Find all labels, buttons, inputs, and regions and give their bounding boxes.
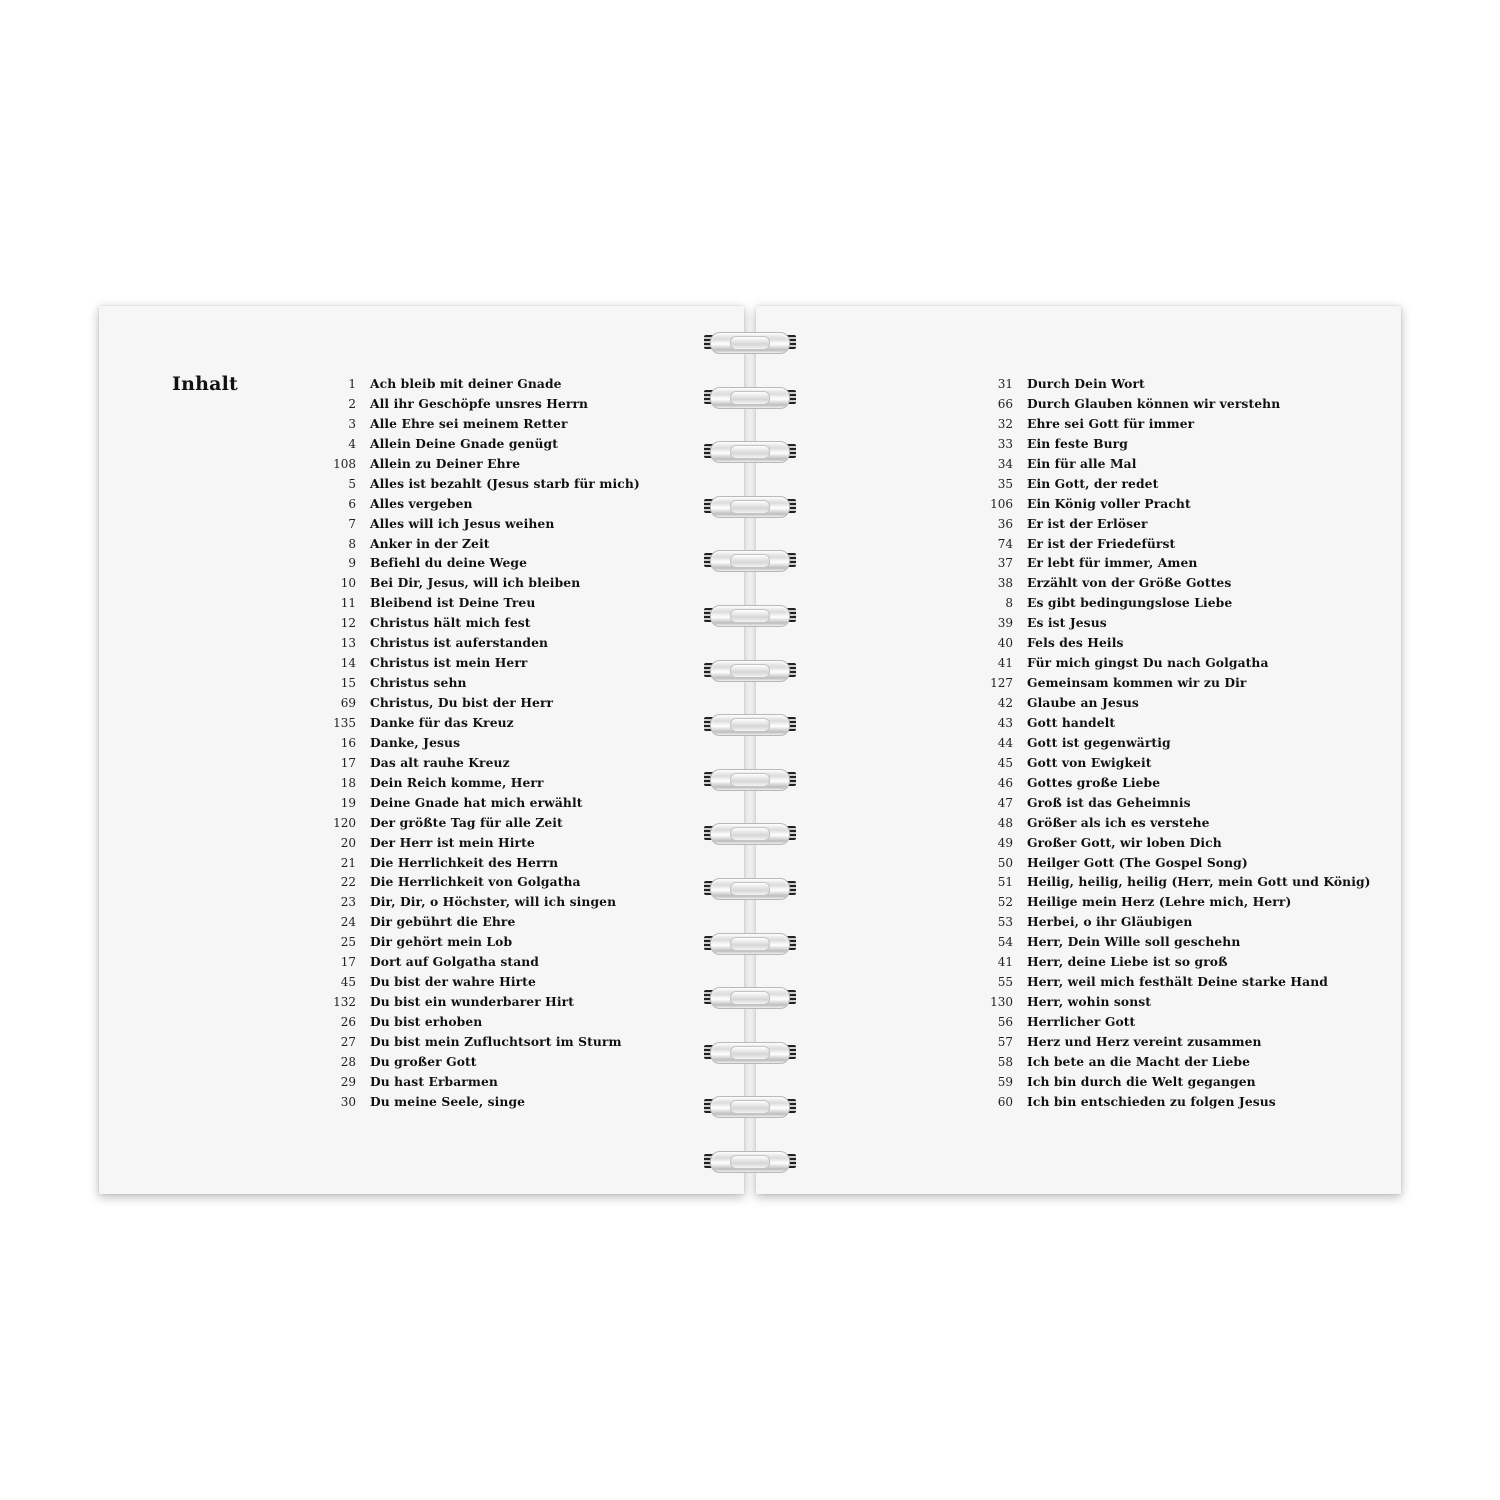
song-number: 51 (997, 875, 1013, 890)
song-title: Es gibt bedingungslose Liebe (1027, 595, 1233, 611)
toc-entry (976, 892, 1371, 912)
toc-entry (319, 853, 640, 873)
toc-entry (319, 713, 640, 733)
song-title: Alles vergeben (370, 495, 473, 511)
toc-entry (976, 932, 1371, 952)
toc-entry (319, 613, 640, 633)
song-number: 28 (340, 1054, 356, 1069)
song-title: Christus ist mein Herr (370, 655, 528, 671)
song-title: Du bist erhoben (370, 1014, 483, 1029)
song-number: 57 (997, 1034, 1013, 1049)
song-number: 36 (997, 516, 1013, 531)
spiral-ring (700, 603, 800, 627)
toc-entry (319, 394, 640, 414)
song-number: 4 (348, 436, 356, 451)
song-number: 42 (997, 696, 1013, 710)
song-number: 46 (997, 775, 1013, 790)
song-title: Du großer Gott (370, 1053, 477, 1069)
song-title: Alle Ehre sei meinem Retter (370, 415, 568, 431)
song-number: 7 (348, 516, 356, 531)
song-number: 29 (340, 1074, 356, 1089)
song-number: 56 (997, 1015, 1013, 1029)
song-number: 8 (1005, 596, 1013, 611)
song-title: Ein König voller Pracht (1027, 495, 1191, 511)
song-title: Gott handelt (1027, 714, 1116, 730)
song-number: 54 (997, 935, 1013, 950)
song-title: Groß ist das Geheimnis (1027, 794, 1191, 810)
spiral-ring (700, 821, 800, 845)
song-number: 34 (997, 456, 1013, 471)
song-number: 5 (348, 476, 356, 491)
song-title: Glaube an Jesus (1027, 695, 1139, 710)
song-title: Herbei, o ihr Gläubigen (1027, 914, 1193, 930)
toc-entry (319, 992, 640, 1012)
toc-entry (319, 593, 640, 613)
song-title: Dort auf Golgatha stand (370, 954, 540, 970)
song-title: Die Herrlichkeit des Herrn (370, 854, 559, 870)
song-number: 52 (997, 895, 1013, 910)
toc-entry (976, 553, 1371, 573)
song-number: 37 (997, 556, 1013, 571)
song-title: Christus sehn (370, 675, 467, 691)
toc-entry (319, 414, 640, 434)
toc-entry (319, 1012, 640, 1032)
song-number: 3 (348, 416, 356, 431)
spiral-binding (700, 330, 800, 1180)
song-title: Ich bin entschieden zu folgen Jesus (1027, 1093, 1276, 1109)
song-number: 74 (997, 536, 1013, 551)
spiral-ring (700, 985, 800, 1009)
toc-entry (976, 952, 1371, 972)
spiral-ring (700, 494, 800, 518)
song-number: 106 (990, 496, 1013, 511)
spiral-ring (700, 1040, 800, 1064)
song-number: 58 (997, 1054, 1013, 1069)
toc-entry (976, 474, 1371, 494)
toc-entry (976, 534, 1371, 554)
song-title: Alles ist bezahlt (Jesus starb für mich) (370, 475, 640, 491)
song-title: Der größte Tag für alle Zeit (370, 814, 563, 830)
song-title: Du bist mein Zufluchtsort im Sturm (370, 1033, 622, 1049)
toc-entry (976, 394, 1371, 414)
song-title: Der Herr ist mein Hirte (370, 834, 535, 850)
song-title: Fels des Heils (1027, 635, 1124, 651)
toc-entry (976, 494, 1371, 514)
toc-entry (976, 593, 1371, 613)
toc-entry (319, 833, 640, 853)
song-number: 19 (340, 795, 356, 810)
song-number: 1 (348, 377, 356, 391)
toc-entry (319, 753, 640, 773)
spiral-ring (700, 712, 800, 736)
song-title: Gott ist gegenwärtig (1027, 734, 1171, 750)
spiral-ring (700, 1149, 800, 1173)
spiral-ring (700, 385, 800, 409)
song-number: 45 (997, 755, 1013, 770)
song-number: 24 (340, 915, 356, 930)
song-number: 59 (997, 1074, 1013, 1089)
toc-entry (976, 514, 1371, 534)
song-number: 35 (997, 476, 1013, 491)
toc-entry (319, 1072, 640, 1092)
right-page (756, 306, 1401, 1194)
toc-entry (319, 474, 640, 494)
song-title: Erzählt von der Größe Gottes (1027, 575, 1232, 591)
song-number: 55 (997, 975, 1013, 990)
song-title: Christus, Du bist der Herr (370, 695, 554, 710)
song-number: 6 (348, 496, 356, 511)
song-number: 13 (340, 636, 356, 651)
song-title: All ihr Geschöpfe unsres Herrn (370, 395, 589, 411)
toc-entry (976, 414, 1371, 434)
spiral-ring (700, 931, 800, 955)
song-number: 127 (990, 676, 1013, 691)
song-number: 120 (333, 815, 356, 830)
toc-entry (319, 494, 640, 514)
song-title: Heilig, heilig, heilig (Herr, mein Gott und König) (1027, 874, 1371, 890)
left-page (99, 306, 744, 1194)
song-title: Er ist der Erlöser (1027, 515, 1148, 531)
toc-entry (319, 892, 640, 912)
toc-list-left (319, 374, 640, 1112)
toc-entry (319, 514, 640, 534)
song-number: 60 (997, 1094, 1013, 1109)
toc-entry (976, 374, 1371, 394)
toc-entry (976, 992, 1371, 1012)
song-title: Christus ist auferstanden (370, 635, 549, 651)
song-number: 69 (340, 696, 356, 710)
toc-entry (319, 454, 640, 474)
song-number: 41 (997, 656, 1013, 671)
song-number: 47 (997, 795, 1013, 810)
toc-entry (319, 434, 640, 454)
song-number: 17 (340, 755, 356, 770)
toc-entry (319, 952, 640, 972)
song-number: 44 (997, 735, 1013, 750)
toc-entry (319, 1052, 640, 1072)
song-title: Dir, Dir, o Höchster, will ich singen (370, 894, 617, 910)
song-title: Ein feste Burg (1027, 435, 1128, 451)
song-number: 53 (997, 915, 1013, 930)
song-title: Du hast Erbarmen (370, 1073, 498, 1089)
song-number: 9 (348, 556, 356, 571)
song-title: Alles will ich Jesus weihen (370, 515, 555, 531)
toc-entry (976, 673, 1371, 693)
song-number: 2 (348, 396, 356, 411)
song-title: Bei Dir, Jesus, will ich bleiben (370, 575, 581, 591)
song-title: Es ist Jesus (1027, 615, 1107, 631)
song-number: 31 (997, 377, 1013, 391)
song-number: 21 (340, 855, 356, 870)
toc-entry (976, 713, 1371, 733)
toc-entry (319, 733, 640, 753)
song-title: Gemeinsam kommen wir zu Dir (1027, 675, 1247, 691)
toc-entry (976, 693, 1371, 713)
song-title: Ich bete an die Macht der Liebe (1027, 1053, 1251, 1069)
song-title: Du bist ein wunderbarer Hirt (370, 994, 574, 1010)
song-title: Größer als ich es verstehe (1027, 814, 1210, 830)
song-title: Allein zu Deiner Ehre (370, 455, 521, 471)
song-number: 27 (340, 1034, 356, 1049)
toc-entry (319, 693, 640, 713)
song-title: Er lebt für immer, Amen (1027, 555, 1198, 571)
spiral-ring (700, 439, 800, 463)
song-title: Ach bleib mit deiner Gnade (370, 376, 562, 391)
page-title: Inhalt (172, 373, 239, 395)
toc-entry (976, 633, 1371, 653)
toc-entry (976, 912, 1371, 932)
song-number: 12 (340, 616, 356, 631)
toc-entry (976, 613, 1371, 633)
song-number: 108 (333, 456, 356, 471)
song-title: Heilige mein Herz (Lehre mich, Herr) (1027, 894, 1292, 910)
toc-entry (319, 633, 640, 653)
song-title: Allein Deine Gnade genügt (370, 435, 558, 451)
toc-entry (976, 733, 1371, 753)
song-number: 17 (340, 955, 356, 970)
toc-entry (319, 534, 640, 554)
toc-entry (319, 793, 640, 813)
toc-entry (976, 1072, 1371, 1092)
song-title: Herr, weil mich festhält Deine starke Hand (1027, 974, 1328, 990)
spiral-ring (700, 767, 800, 791)
toc-entry (319, 553, 640, 573)
song-number: 23 (340, 895, 356, 910)
song-title: Dir gebührt die Ehre (370, 914, 516, 930)
toc-entry (976, 813, 1371, 833)
song-title: Bleibend ist Deine Treu (370, 595, 536, 611)
song-title: Du meine Seele, singe (370, 1093, 526, 1109)
toc-entry (319, 673, 640, 693)
toc-entry (976, 833, 1371, 853)
toc-entry (976, 434, 1371, 454)
song-number: 8 (348, 536, 356, 551)
toc-entry (319, 573, 640, 593)
song-number: 33 (997, 436, 1013, 451)
toc-entry (976, 1012, 1371, 1032)
song-number: 43 (997, 715, 1013, 730)
toc-entry (976, 773, 1371, 793)
song-number: 30 (340, 1094, 356, 1109)
song-title: Herrlicher Gott (1027, 1014, 1136, 1029)
song-number: 66 (997, 396, 1013, 411)
song-number: 132 (333, 995, 356, 1010)
song-number: 25 (340, 935, 356, 950)
song-title: Durch Glauben können wir verstehn (1027, 395, 1281, 411)
toc-entry (976, 1032, 1371, 1052)
toc-entry (319, 653, 640, 673)
song-title: Anker in der Zeit (370, 535, 490, 551)
song-title: Herr, deine Liebe ist so groß (1027, 954, 1228, 970)
toc-entry (319, 972, 640, 992)
song-title: Ich bin durch die Welt gegangen (1027, 1073, 1256, 1089)
song-title: Danke für das Kreuz (370, 714, 514, 730)
song-title: Er ist der Friedefürst (1027, 535, 1176, 551)
song-number: 48 (997, 815, 1013, 830)
toc-entry (976, 573, 1371, 593)
toc-entry (976, 972, 1371, 992)
song-title: Befiehl du deine Wege (370, 555, 528, 571)
song-title: Gott von Ewigkeit (1027, 754, 1152, 770)
toc-entry (319, 1092, 640, 1112)
song-number: 38 (997, 576, 1013, 591)
spiral-ring (700, 330, 800, 354)
song-title: Gottes große Liebe (1027, 774, 1161, 790)
song-number: 10 (340, 576, 356, 591)
song-title: Ein Gott, der redet (1027, 475, 1159, 491)
song-title: Christus hält mich fest (370, 615, 531, 631)
spiral-ring (700, 1094, 800, 1118)
spiral-ring (700, 658, 800, 682)
song-number: 39 (997, 616, 1013, 631)
toc-entry (319, 932, 640, 952)
spiral-ring (700, 876, 800, 900)
song-title: Dein Reich komme, Herr (370, 774, 544, 790)
toc-entry (976, 454, 1371, 474)
song-number: 49 (997, 835, 1013, 850)
song-title: Heilger Gott (The Gospel Song) (1027, 854, 1248, 870)
song-number: 22 (340, 875, 356, 890)
song-title: Herr, Dein Wille soll geschehn (1027, 934, 1241, 950)
song-number: 16 (340, 735, 356, 750)
song-number: 26 (340, 1015, 356, 1029)
toc-entry (976, 1092, 1371, 1112)
song-title: Ein für alle Mal (1027, 455, 1137, 471)
song-title: Großer Gott, wir loben Dich (1027, 834, 1222, 850)
song-title: Durch Dein Wort (1027, 376, 1145, 391)
song-number: 40 (997, 636, 1013, 651)
toc-entry (976, 753, 1371, 773)
song-title: Ehre sei Gott für immer (1027, 415, 1195, 431)
song-title: Die Herrlichkeit von Golgatha (370, 874, 581, 890)
toc-entry (319, 773, 640, 793)
song-title: Dir gehört mein Lob (370, 934, 513, 950)
song-title: Deine Gnade hat mich erwählt (370, 794, 583, 810)
song-number: 20 (340, 835, 356, 850)
song-number: 18 (340, 775, 356, 790)
song-number: 130 (990, 995, 1013, 1010)
toc-entry (976, 793, 1371, 813)
song-title: Herz und Herz vereint zusammen (1027, 1033, 1262, 1049)
toc-entry (319, 872, 640, 892)
toc-entry (319, 374, 640, 394)
song-number: 14 (340, 656, 356, 671)
song-title: Für mich gingst Du nach Golgatha (1027, 655, 1269, 671)
song-number: 32 (997, 416, 1013, 431)
song-number: 15 (340, 676, 356, 691)
song-title: Das alt rauhe Kreuz (370, 754, 510, 770)
toc-entry (976, 1052, 1371, 1072)
toc-entry (976, 653, 1371, 673)
toc-entry (976, 853, 1371, 873)
toc-entry (319, 1032, 640, 1052)
song-number: 135 (333, 715, 356, 730)
song-number: 11 (340, 596, 356, 611)
song-title: Du bist der wahre Hirte (370, 974, 536, 990)
song-number: 41 (997, 955, 1013, 970)
song-title: Herr, wohin sonst (1027, 994, 1152, 1010)
toc-list-right (976, 374, 1371, 1112)
song-number: 45 (340, 975, 356, 990)
toc-entry (319, 813, 640, 833)
spiral-ring (700, 548, 800, 572)
song-number: 50 (997, 855, 1013, 870)
toc-entry (319, 912, 640, 932)
toc-entry (976, 872, 1371, 892)
song-title: Danke, Jesus (370, 734, 461, 750)
